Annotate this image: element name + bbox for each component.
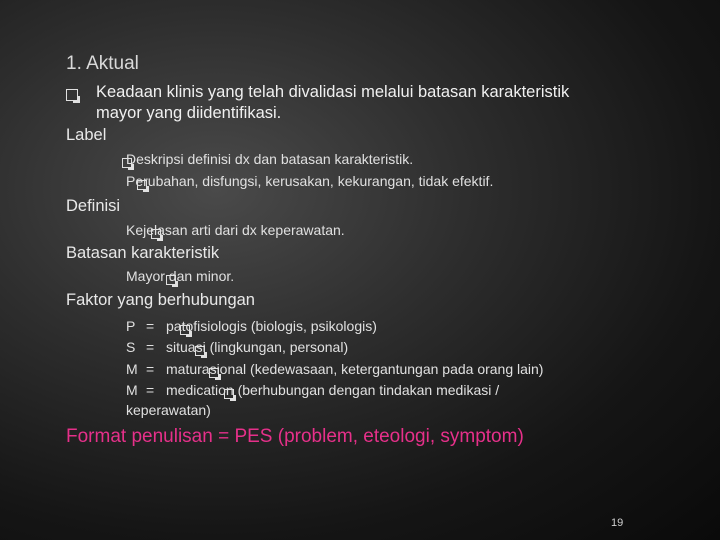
faktor-eq: = — [146, 339, 155, 355]
batasan-item-1: Mayor dan minor. — [126, 268, 235, 284]
faktor-key: S — [126, 339, 136, 355]
definisi-item-1: Kejelasan arti dari dx keperawatan. — [126, 222, 345, 238]
faktor-text: patofisiologis (biologis, psikologis) — [166, 318, 377, 334]
page-number: 19 — [611, 517, 624, 529]
faktor-text: situasi (lingkungan, personal) — [166, 339, 349, 355]
slide-title: 1. Aktual — [66, 53, 139, 74]
section-heading-batasan: Batasan karakteristik — [66, 244, 220, 262]
faktor-key: M — [126, 361, 138, 377]
faktor-continuation: keperawatan) — [126, 402, 211, 418]
faktor-text: medication (berhubungan dengan tindakan medikasi / — [166, 382, 500, 398]
label-item-2: Perubahan, disfungsi, kerusakan, kekurangan, tidak efektif. — [126, 173, 494, 189]
faktor-eq: = — [146, 318, 155, 334]
faktor-key: P — [126, 318, 136, 334]
checkbox-bullet-icon — [66, 89, 78, 101]
format-line: Format penulisan = PES (problem, eteologi, symptom) — [66, 426, 524, 447]
faktor-eq: = — [146, 382, 155, 398]
faktor-eq: = — [146, 361, 155, 377]
section-heading-label: Label — [66, 126, 107, 144]
faktor-key: M — [126, 382, 138, 398]
label-item-1: Deskripsi definisi dx dan batasan karakteristik. — [126, 151, 414, 167]
faktor-text: maturasional (kedewasaan, ketergantungan pada orang lain) — [166, 361, 544, 377]
section-heading-definisi: Definisi — [66, 197, 121, 215]
intro-line-2: mayor yang diidentifikasi. — [96, 104, 282, 122]
section-heading-faktor: Faktor yang berhubungan — [66, 291, 255, 309]
intro-line-1: Keadaan klinis yang telah divalidasi melalui batasan karakteristik — [96, 83, 570, 101]
